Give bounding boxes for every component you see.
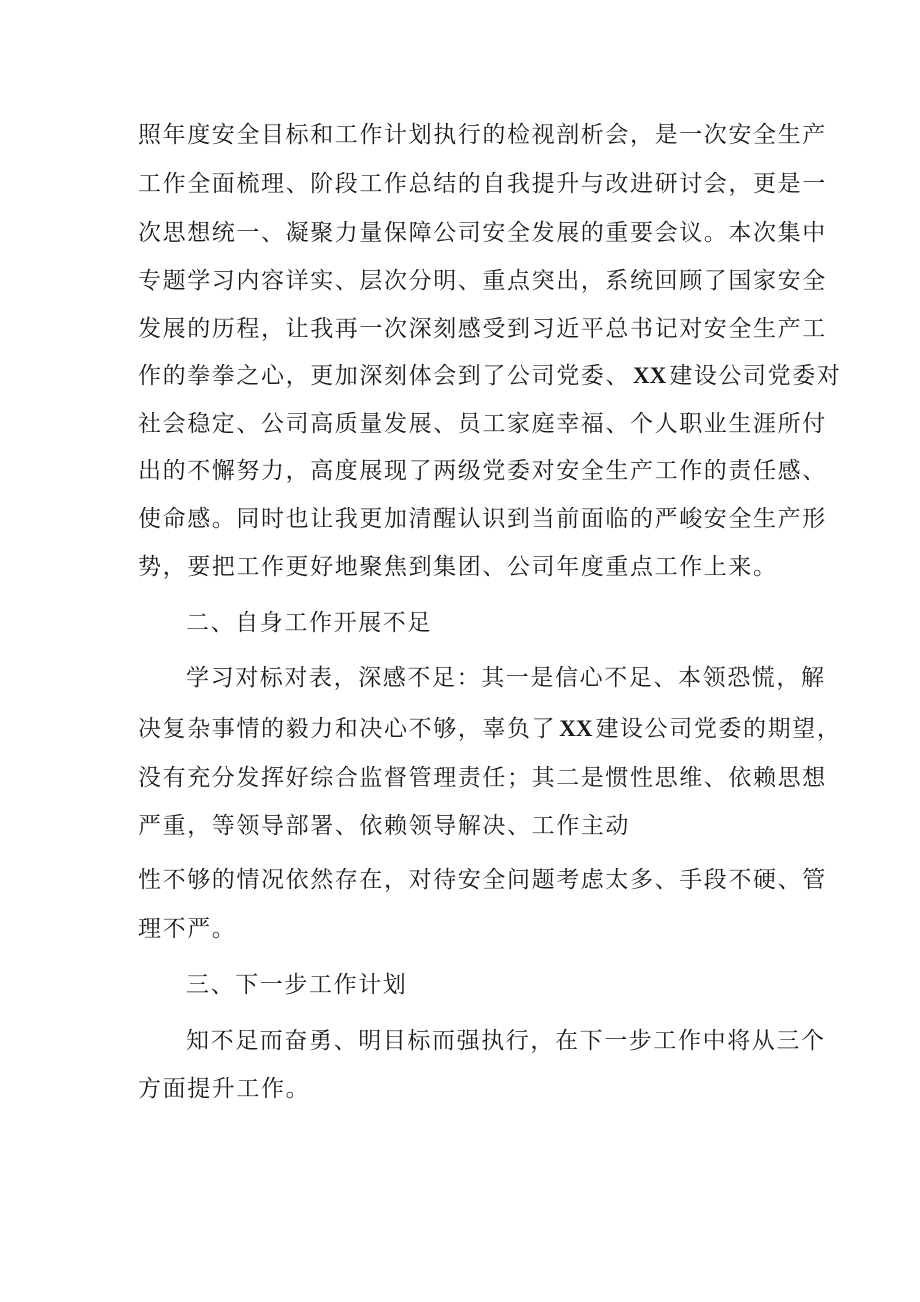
paragraph-line: 出的不懈努力，高度展现了两级党委对安全生产工作的责任感、 <box>138 458 827 484</box>
paragraph-line: 严重，等领导部署、依赖领导解决、工作主动 <box>138 813 630 839</box>
text-span: 决复杂事情的毅力和决心不够，辜负了 <box>138 716 557 742</box>
paragraph-line: 发展的历程，让我再一次深刻感受到习近平总书记对安全生产工 <box>138 316 827 342</box>
paragraph-line: 性不够的情况依然存在，对待安全问题考虑太多、手段不硬、管 <box>138 867 827 893</box>
section-heading: 二、自身工作开展不足 <box>186 610 432 636</box>
text-span: 作的拳拳之心，更加深刻体会到了公司党委、 <box>138 363 630 389</box>
paragraph-line: 使命感。同时也让我更加清醒认识到当前面临的严峻安全生产形 <box>138 506 827 532</box>
paragraph-line: 方面提升工作。 <box>138 1076 311 1102</box>
paragraph-line: 工作全面梳理、阶段工作总结的自我提升与改进研讨会，更是一 <box>138 171 827 197</box>
paragraph-line: 知不足而奋勇、明目标而强执行，在下一步工作中将从三个 <box>186 1028 826 1054</box>
company-placeholder: XX <box>633 363 667 388</box>
paragraph-line: 没有充分发挥好综合监督管理责任；其二是惯性思维、依赖思想 <box>138 765 827 791</box>
paragraph-line <box>138 361 841 391</box>
text-span: 建设公司党委对 <box>669 363 842 389</box>
text-span: 建设公司党委的期望， <box>595 716 842 742</box>
paragraph-line: 学习对标对表，深感不足：其一是信心不足、本领恐慌，解 <box>186 665 826 691</box>
paragraph-line: 照年度安全目标和工作计划执行的检视剖析会，是一次安全生产 <box>138 122 827 148</box>
paragraph-line: 势，要把工作更好地聚焦到集团、公司年度重点工作上来。 <box>138 554 778 580</box>
company-placeholder: XX <box>559 716 593 741</box>
paragraph-line <box>138 714 841 744</box>
paragraph-line: 理不严。 <box>138 916 237 942</box>
paragraph-line: 社会稳定、公司高质量发展、员工家庭幸福、个人职业生涯所付 <box>138 411 827 437</box>
section-heading: 三、下一步工作计划 <box>186 972 408 998</box>
paragraph-line: 专题学习内容详实、层次分明、重点突出，系统回顾了国家安全 <box>138 268 827 294</box>
paragraph-line: 次思想统一、凝聚力量保障公司安全发展的重要会议。本次集中 <box>138 220 827 246</box>
